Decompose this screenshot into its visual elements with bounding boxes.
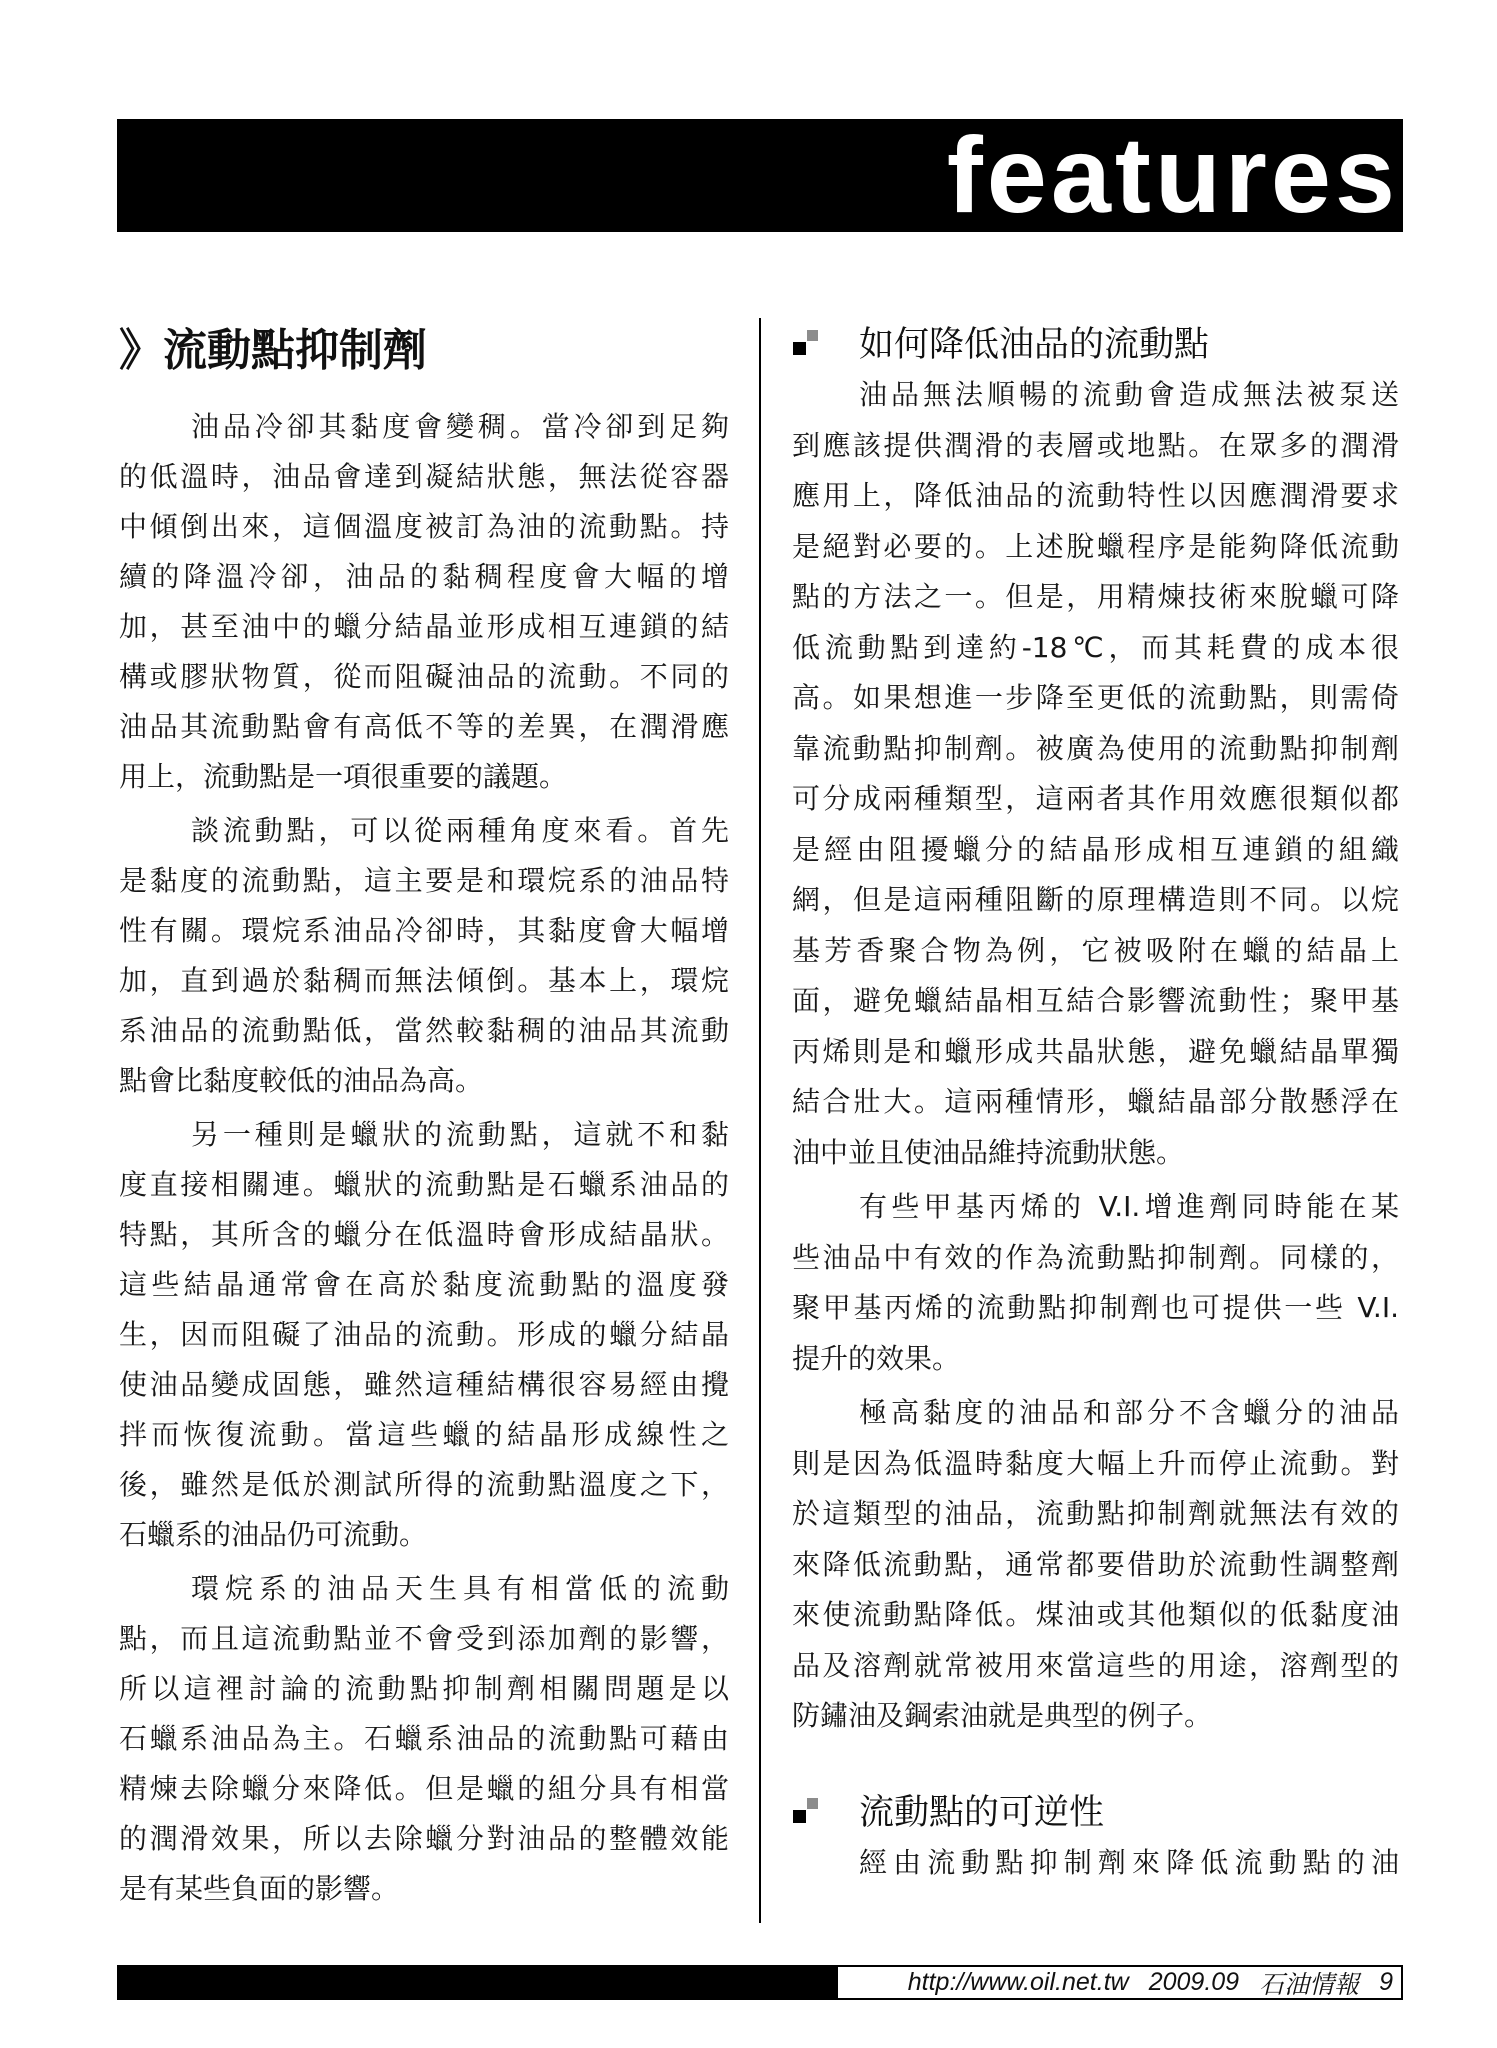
text-line: 高。如果想進一步降至更低的流動點，則需倚 xyxy=(792,681,1399,714)
paragraph xyxy=(792,1838,1399,1889)
text-line: 是黏度的流動點，這主要是和環烷系的油品特 xyxy=(119,864,729,897)
text-line: 提升的效果。 xyxy=(792,1341,961,1375)
footer-info xyxy=(838,1967,1401,1998)
text-line: 另一種則是蠟狀的流動點，這就不和黏 xyxy=(191,1118,729,1151)
text-line: 於這類型的油品，流動點抑制劑就無法有效的 xyxy=(792,1497,1399,1530)
text-line: 面，避免蠟結晶相互結合影響流動性；聚甲基 xyxy=(792,984,1399,1017)
paragraph xyxy=(792,1388,1399,1742)
text-line: 加，甚至油中的蠟分結晶並形成相互連鎖的結 xyxy=(119,610,729,643)
page-number: 9 xyxy=(1379,1968,1393,1996)
column-divider xyxy=(759,318,761,1923)
text-line: 基芳香聚合物為例，它被吸附在蠟的結晶上 xyxy=(792,933,1399,967)
paragraph xyxy=(119,1110,729,1560)
text-line: 精煉去除蠟分來降低。但是蠟的組分具有相當 xyxy=(119,1772,729,1805)
text-line: 來降低流動點，通常都要借助於流動性調整劑 xyxy=(792,1547,1399,1581)
footer-bar xyxy=(117,1965,1403,2000)
article-body xyxy=(119,402,729,1914)
paragraph xyxy=(792,1182,1399,1384)
text-line: 的潤滑效果，所以去除蠟分對油品的整體效能 xyxy=(119,1822,729,1855)
text-line: 結合壯大。這兩種情形，蠟結晶部分散懸浮在 xyxy=(792,1085,1399,1118)
section-heading-text: 流動點的可逆性 xyxy=(859,1792,1105,1833)
text-line: 系油品的流動點低，當然較黏稠的油品其流動 xyxy=(119,1014,729,1047)
section-reversibility xyxy=(792,1788,1399,1889)
paragraph xyxy=(792,370,1399,1178)
section-heading xyxy=(792,320,1399,370)
paragraph xyxy=(119,1564,729,1914)
text-line: 這些結晶通常會在高於黏度流動點的溫度發 xyxy=(119,1268,729,1301)
header-bar xyxy=(117,114,1403,235)
text-line: 石蠟系的油品仍可流動。 xyxy=(119,1518,428,1551)
left-column xyxy=(119,326,729,1914)
text-line: 的低溫時，油品會達到凝結狀態，無法從容器 xyxy=(119,460,729,493)
text-line: 談流動點，可以從兩種角度來看。首先 xyxy=(191,814,729,847)
article-title: 》流動點抑制劑 xyxy=(119,325,427,376)
text-line: 用上，流動點是一項很重要的議題。 xyxy=(119,760,568,793)
text-line: 所以這裡討論的流動點抑制劑相關問題是以 xyxy=(119,1672,729,1705)
text-line: 特點，其所含的蠟分在低溫時會形成結晶狀。 xyxy=(119,1218,729,1251)
text-line: 丙烯則是和蠟形成共晶狀態，避免蠟結晶單獨 xyxy=(792,1034,1399,1068)
paragraph xyxy=(119,402,729,802)
text-line: 網，但是這兩種阻斷的原理構造則不同。以烷 xyxy=(792,883,1399,916)
text-line: 點會比黏度較低的油品為高。 xyxy=(119,1064,484,1097)
footer-url: http://www.oil.net.tw xyxy=(907,1968,1129,1996)
square-bullet-icon xyxy=(792,328,822,358)
text-line: 應用上，降低油品的流動特性以因應潤滑要求 xyxy=(792,479,1399,512)
text-line: 有些甲基丙烯的 V.I.增進劑同時能在某 xyxy=(859,1190,1399,1223)
text-line: 則是因為低溫時黏度大幅上升而停止流動。對 xyxy=(792,1446,1399,1480)
text-line: 來使流動點降低。煤油或其他類似的低黏度油 xyxy=(792,1598,1399,1631)
text-line: 極高黏度的油品和部分不含蠟分的油品 xyxy=(859,1396,1399,1429)
text-line: 可分成兩種類型，這兩者其作用效應很類似都 xyxy=(792,782,1399,815)
text-line: 加，直到過於黏稠而無法傾倒。基本上，環烷 xyxy=(119,964,729,997)
paragraph xyxy=(119,806,729,1106)
text-line: 些油品中有效的作為流動點抑制劑。同樣的， xyxy=(792,1240,1399,1274)
text-line: 到應該提供潤滑的表層或地點。在眾多的潤滑 xyxy=(792,428,1399,462)
text-line: 聚甲基丙烯的流動點抑制劑也可提供一些 V.I. xyxy=(792,1291,1399,1324)
text-line: 點，而且這流動點並不會受到添加劑的影響， xyxy=(119,1622,729,1655)
text-line: 是絕對必要的。上述脫蠟程序是能夠降低流動 xyxy=(792,529,1399,563)
text-line: 油品冷卻其黏度會變稠。當冷卻到足夠 xyxy=(191,410,729,443)
text-line: 是經由阻擾蠟分的結晶形成相互連鎖的組織 xyxy=(792,832,1399,866)
text-line: 後，雖然是低於測試所得的流動點溫度之下， xyxy=(119,1468,729,1501)
text-line: 經由流動點抑制劑來降低流動點的油 xyxy=(859,1845,1399,1879)
footer-publication: 石油情報 xyxy=(1259,1970,1360,1999)
text-line: 拌而恢復流動。當這些蠟的結晶形成線性之 xyxy=(119,1418,729,1451)
right-column xyxy=(792,320,1399,1888)
text-line: 油品其流動點會有高低不等的差異，在潤滑應 xyxy=(119,710,729,743)
section-heading xyxy=(792,1788,1399,1838)
square-bullet-icon xyxy=(792,1796,822,1826)
text-line: 續的降溫冷卻，油品的黏稠程度會大幅的增 xyxy=(119,560,729,593)
text-line: 油中並且使油品維持流動狀態。 xyxy=(792,1135,1185,1169)
text-line: 石蠟系油品為主。石蠟系油品的流動點可藉由 xyxy=(119,1722,729,1755)
text-line: 防鏽油及鋼索油就是典型的例子。 xyxy=(792,1699,1213,1732)
text-line: 性有關。環烷系油品冷卻時，其黏度會大幅增 xyxy=(119,914,729,947)
section-title: features xyxy=(946,114,1399,235)
text-line: 中傾倒出來，這個溫度被訂為油的流動點。持 xyxy=(119,510,729,543)
text-line: 是有某些負面的影響。 xyxy=(119,1872,400,1905)
footer-date: 2009.09 xyxy=(1148,1968,1240,1996)
section-heading-text: 如何降低油品的流動點 xyxy=(859,325,1210,365)
text-line: 品及溶劑就常被用來當這些的用途，溶劑型的 xyxy=(792,1648,1399,1682)
text-line: 油品無法順暢的流動會造成無法被泵送 xyxy=(859,378,1399,411)
text-line: 度直接相關連。蠟狀的流動點是石蠟系油品的 xyxy=(119,1168,729,1201)
section-pour-point-reduction xyxy=(792,320,1399,1742)
text-line: 生，因而阻礙了油品的流動。形成的蠟分結晶 xyxy=(119,1318,729,1351)
text-line: 靠流動點抑制劑。被廣為使用的流動點抑制劑 xyxy=(792,731,1399,765)
text-line: 點的方法之一。但是，用精煉技術來脫蠟可降 xyxy=(792,580,1399,613)
text-line: 使油品變成固態，雖然這種結構很容易經由攪 xyxy=(119,1368,729,1401)
text-line: 低流動點到達約-18℃，而其耗費的成本很 xyxy=(792,630,1399,664)
text-line: 環烷系的油品天生具有相當低的流動 xyxy=(191,1572,729,1605)
text-line: 構或膠狀物質，從而阻礙油品的流動。不同的 xyxy=(119,660,729,693)
